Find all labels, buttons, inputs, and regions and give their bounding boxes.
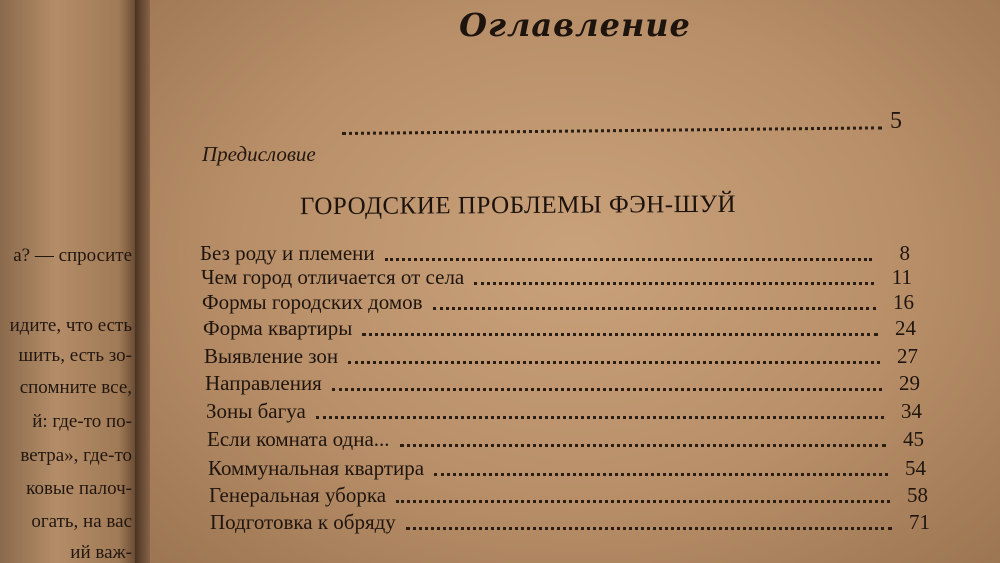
- left-page: [0, 0, 140, 563]
- toc-title: Оглавление: [459, 6, 691, 44]
- toc-entry-label: Генеральная уборка: [209, 483, 387, 507]
- toc-entry-page: 16: [893, 290, 914, 314]
- toc-entry: [200, 240, 910, 266]
- toc-entry-label: Направления: [205, 371, 322, 395]
- toc-entry: [201, 264, 912, 290]
- toc-entry-label: Коммунальная квартира: [208, 456, 425, 480]
- toc-entry-label: Подготовка к обряду: [210, 510, 396, 534]
- right-page: [150, 0, 1000, 563]
- toc-entry-page: 11: [891, 265, 912, 289]
- toc-entry: [203, 315, 916, 341]
- toc-entry-page: 54: [905, 456, 926, 480]
- toc-dot-leader: [396, 500, 890, 503]
- left-page-line: огать, на вас: [31, 511, 132, 532]
- toc-entry-page: 34: [901, 399, 922, 423]
- left-page-line: ветра», где-то: [20, 445, 132, 466]
- toc-dot-leader: [348, 361, 880, 364]
- toc-entry-page: 58: [907, 483, 928, 507]
- toc-entry-page: 8: [899, 241, 910, 265]
- toc-dot-leader: [362, 333, 878, 336]
- toc-entry-page: 71: [909, 510, 930, 534]
- toc-entry-label: Формы городских домов: [202, 290, 423, 314]
- left-page-line: ковые палоч-: [26, 478, 132, 499]
- toc-dot-leader: [474, 282, 874, 285]
- toc-entry: [209, 482, 928, 508]
- toc-dot-leader: [316, 416, 884, 419]
- toc-dot-leader: [434, 473, 888, 476]
- toc-entry: [202, 289, 914, 315]
- toc-entry: [206, 398, 922, 424]
- toc-dot-leader: [406, 527, 892, 530]
- toc-dot-leader: [385, 258, 872, 261]
- toc-entry-label: Если комната одна...: [207, 427, 390, 451]
- toc-entry-label: Форма квартиры: [203, 316, 353, 340]
- left-page-line: спомните все,: [19, 377, 132, 398]
- toc-dot-leader: [400, 444, 886, 447]
- left-page-line: ий важ-: [70, 542, 132, 563]
- toc-entry-label: Чем город отличается от села: [201, 265, 465, 289]
- left-page-line: а? — спросите: [13, 245, 132, 266]
- toc-entry-label: Выявление зон: [204, 344, 339, 368]
- left-page-line: й: где-то по-: [32, 411, 132, 432]
- toc-entry: [207, 426, 924, 452]
- toc-entry: [208, 455, 926, 481]
- toc-entry-label: Зоны багуа: [206, 399, 306, 423]
- toc-entry-page: 45: [903, 427, 924, 451]
- toc-entry-page: 27: [897, 344, 918, 368]
- toc-section-title: ГОРОДСКИЕ ПРОБЛЕМЫ ФЭН-ШУЙ: [299, 190, 737, 221]
- toc-dot-leader: [342, 126, 882, 135]
- toc-entry-page: 29: [899, 371, 920, 395]
- toc-entry: [205, 370, 920, 396]
- toc-preface-label: Предисловие: [202, 142, 316, 166]
- toc-preface-row: [202, 108, 922, 178]
- toc-entry: [204, 343, 918, 369]
- left-page-line: идите, что есть: [9, 315, 132, 336]
- toc-dot-leader: [433, 307, 876, 310]
- toc-entry-page: 24: [895, 316, 916, 340]
- toc-preface-page: 5: [890, 108, 902, 134]
- toc-dot-leader: [332, 388, 882, 391]
- toc-entry: [210, 509, 930, 535]
- toc-entry-label: Без роду и племени: [200, 241, 375, 265]
- left-page-line: шить, есть зо-: [18, 345, 132, 366]
